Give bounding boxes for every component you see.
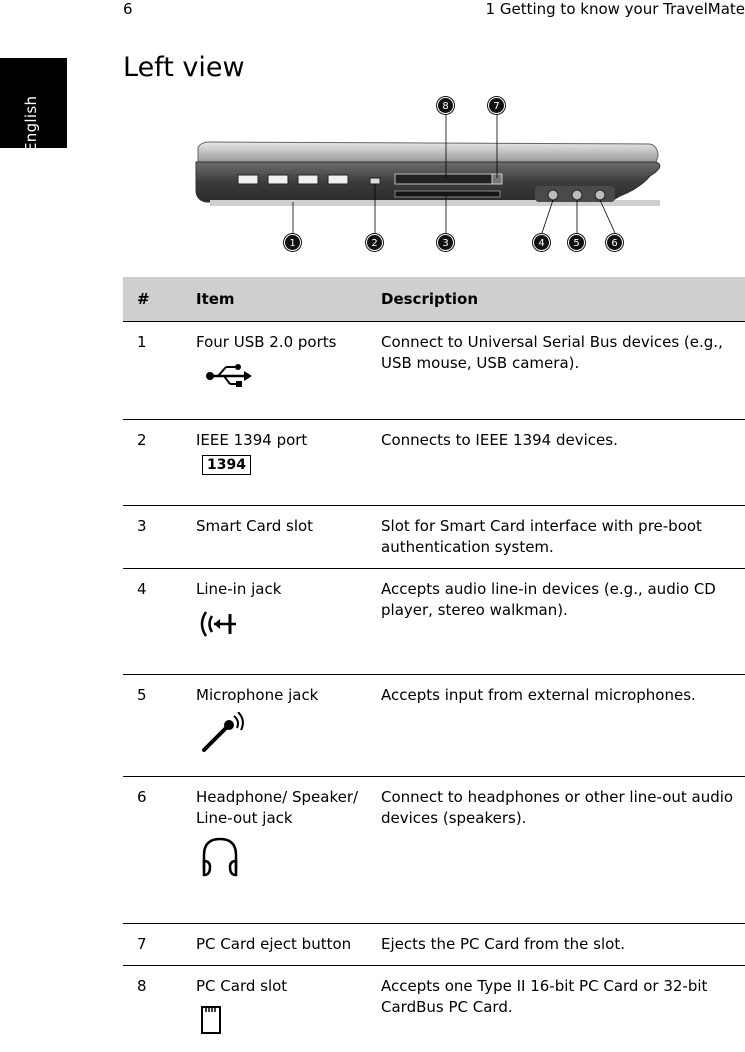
pc-card-icon: [196, 1003, 236, 1037]
language-tab-label: English: [22, 95, 40, 152]
table-row: [123, 923, 745, 965]
row-number: 1: [123, 321, 196, 419]
laptop-left-side-illustration: [180, 90, 680, 260]
usb-icon: [196, 359, 256, 393]
row-item: PC Card slot: [196, 976, 288, 995]
table-row: [123, 674, 745, 776]
callout-2: 2: [366, 234, 383, 251]
table-header-row: [123, 277, 745, 321]
row-number: 2: [123, 419, 196, 505]
microphone-icon: [196, 712, 246, 754]
section-title: Left view: [123, 52, 245, 83]
row-number: 7: [123, 923, 196, 965]
headphones-icon: [196, 835, 246, 879]
row-description: Accepts input from external microphones.: [381, 674, 745, 776]
table-row: [123, 419, 745, 505]
table-row: [123, 505, 745, 568]
row-number: 8: [123, 965, 196, 1052]
callout-8: 8: [437, 97, 454, 114]
row-item: Microphone jack: [196, 685, 319, 704]
line-in-icon: [196, 606, 246, 642]
running-header: 1 Getting to know your TravelMate: [485, 0, 745, 18]
row-item: Headphone/ Speaker/ Line-out jack: [196, 787, 359, 827]
page-number: 6: [123, 0, 133, 18]
row-description: Accepts one Type II 16-bit PC Card or 32-bit CardBus PC Card.: [381, 965, 745, 1052]
row-item: Four USB 2.0 ports: [196, 332, 337, 351]
laptop-left-view-figure: [180, 90, 680, 260]
callout-6: 6: [606, 234, 623, 251]
row-item: Line-in jack: [196, 579, 282, 598]
header-number: #: [123, 277, 196, 321]
row-description: Connect to Universal Serial Bus devices (e.g., USB mouse, USB camera).: [381, 321, 745, 419]
row-item: IEEE 1394 port: [196, 430, 308, 449]
callout-5: 5: [568, 234, 585, 251]
row-description: Slot for Smart Card interface with pre-boot authentication system.: [381, 505, 745, 568]
table-row: [123, 965, 745, 1052]
table-row: [123, 321, 745, 419]
header-description: Description: [381, 277, 745, 321]
ieee1394-icon: 1394: [202, 455, 251, 475]
left-view-items-table: [123, 277, 745, 1052]
callout-3: 3: [437, 234, 454, 251]
row-item: Smart Card slot: [196, 505, 381, 568]
row-number: 5: [123, 674, 196, 776]
row-description: Connect to headphones or other line-out audio devices (speakers).: [381, 776, 745, 923]
row-number: 4: [123, 568, 196, 674]
row-number: 6: [123, 776, 196, 923]
callout-1: 1: [284, 234, 301, 251]
row-description: Accepts audio line-in devices (e.g., audio CD player, stereo walkman).: [381, 568, 745, 674]
row-description: Ejects the PC Card from the slot.: [381, 923, 745, 965]
row-item: PC Card eject button: [196, 923, 381, 965]
row-number: 3: [123, 505, 196, 568]
row-description: Connects to IEEE 1394 devices.: [381, 419, 745, 505]
header-item: Item: [196, 277, 381, 321]
table-row: [123, 776, 745, 923]
table-row: [123, 568, 745, 674]
callout-7: 7: [488, 97, 505, 114]
callout-4: 4: [533, 234, 550, 251]
